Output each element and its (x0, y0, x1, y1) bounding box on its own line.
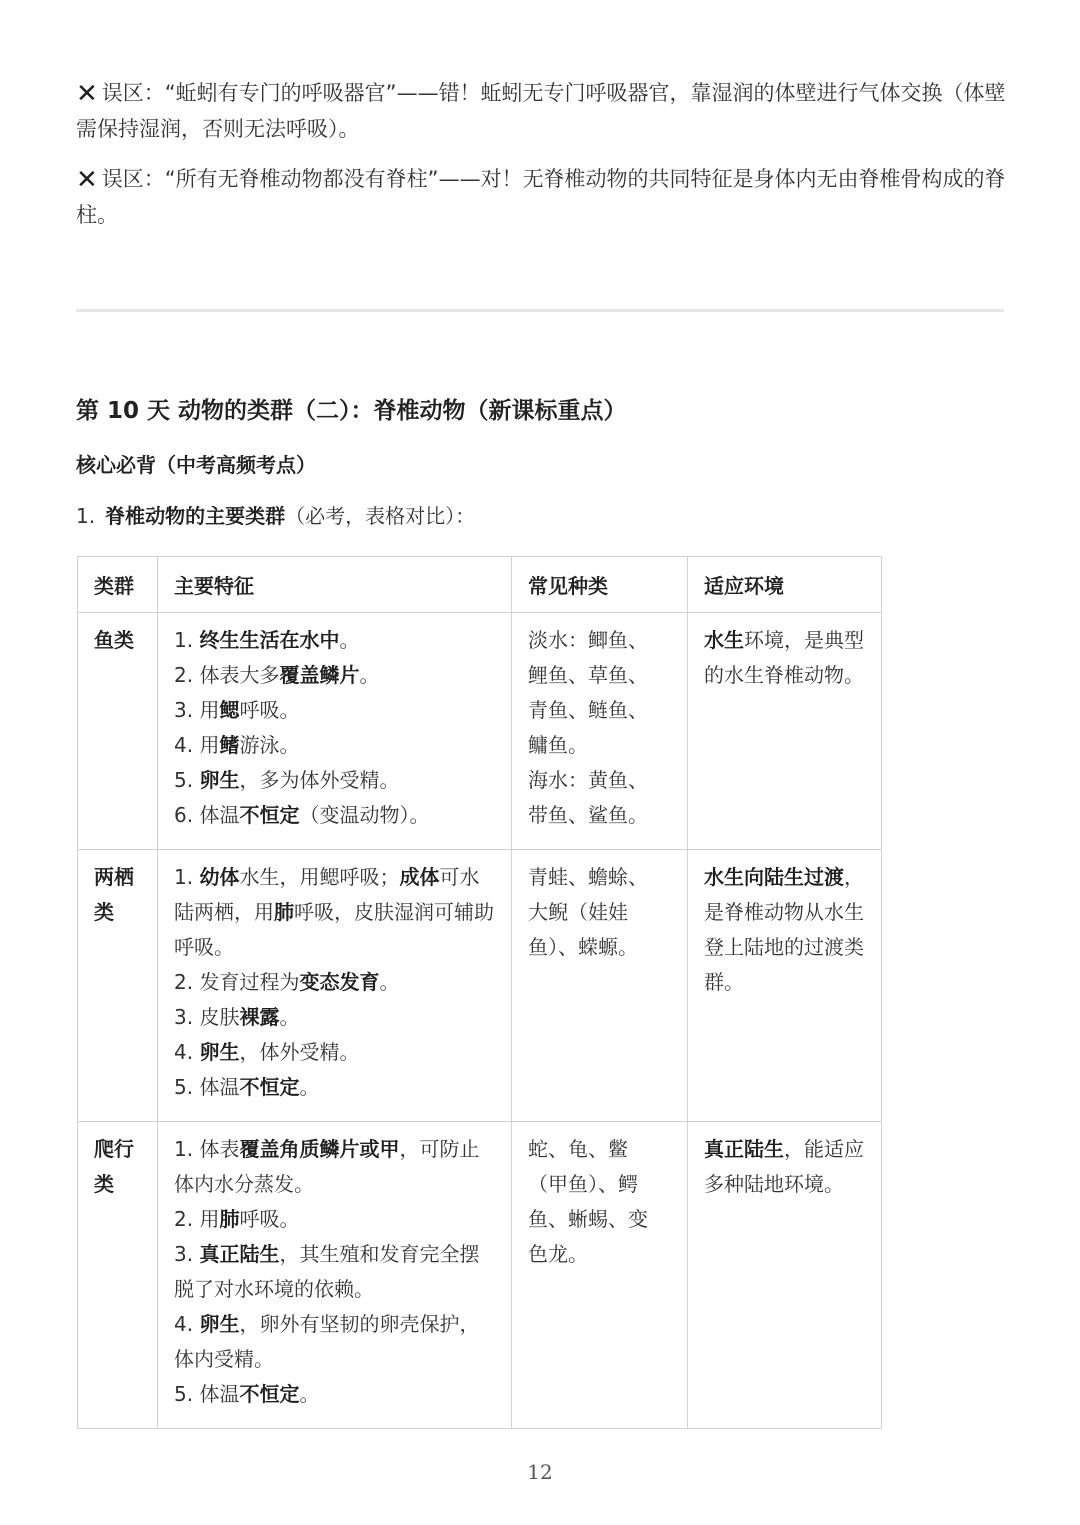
environment-cell (688, 613, 882, 850)
species-line: 鳙鱼。 (528, 733, 588, 757)
feature-line (174, 1132, 495, 1202)
species-cell (512, 850, 688, 1122)
myth-note-1 (76, 76, 1006, 147)
feature-text: 5. 体温 (174, 1382, 240, 1406)
environment-keyword: 真正陆生 (704, 1137, 784, 1161)
feature-line (174, 1377, 495, 1412)
category-cell: 两栖类 (78, 850, 158, 1122)
feature-text: 1. (174, 865, 200, 889)
feature-text: 。 (359, 663, 380, 687)
feature-line (174, 1070, 495, 1105)
section-divider (76, 309, 1004, 312)
species-line: 蛇、龟、鳖 (528, 1137, 628, 1161)
feature-keyword: 鳍 (219, 733, 240, 757)
feature-line (174, 1202, 495, 1237)
myth-label: 误区： (101, 167, 165, 191)
feature-text: 4. (174, 1040, 200, 1064)
species-line: 青蛙、蟾蜍、 (528, 865, 648, 889)
feature-line (174, 623, 495, 658)
feature-text: 2. 体表大多 (174, 663, 280, 687)
species-line: 带鱼、鲨鱼。 (528, 803, 648, 827)
environment-cell (688, 850, 882, 1122)
feature-keyword: 终生生活在水中 (199, 628, 340, 652)
species-line: 鲤鱼、草鱼、 (528, 663, 648, 687)
myth-explanation: 蚯蚓无专门呼吸器官，靠湿润的体壁进行气体交换（体壁需保持湿润，否则无法呼吸）。 (76, 81, 1006, 141)
feature-keyword: 卵生 (199, 1312, 240, 1336)
environment-text: 环境，是典型的水生脊椎动物。 (704, 628, 864, 687)
feature-text: 5. 体温 (174, 1075, 240, 1099)
feature-line (174, 693, 495, 728)
feature-text: 3. 用 (174, 698, 220, 722)
feature-text: 2. 用 (174, 1207, 220, 1231)
feature-text: （变温动物）。 (299, 803, 430, 827)
feature-keyword: 裸露 (239, 1005, 280, 1029)
feature-text: 。 (299, 1075, 320, 1099)
environment-text: ，能适应多种陆地环境。 (704, 1137, 864, 1196)
header-category: 类群 (78, 557, 158, 613)
list-item-rest: （必考，表格对比）： (285, 504, 476, 528)
feature-keyword: 不恒定 (239, 1075, 300, 1099)
feature-keyword: 不恒定 (239, 1382, 300, 1406)
species-line: （甲鱼）、鳄 (528, 1172, 638, 1196)
feature-text: 3. 皮肤 (174, 1005, 240, 1029)
species-cell (512, 613, 688, 850)
table-row (78, 1122, 882, 1429)
list-item-number: 1. (76, 504, 96, 528)
environment-cell (688, 1122, 882, 1429)
section-title: 第 10 天 动物的类群（二）：脊椎动物（新课标重点） (76, 398, 627, 424)
header-features: 主要特征 (158, 557, 512, 613)
species-line: 大鲵（娃娃 (528, 900, 628, 924)
feature-text: 6. 体温 (174, 803, 240, 827)
feature-text: 。 (279, 1005, 300, 1029)
species-line: 鱼、蜥蜴、变 (528, 1207, 648, 1231)
feature-line (174, 763, 495, 798)
myth-verdict: 对！ (480, 167, 523, 191)
feature-keyword: 肺 (219, 1207, 240, 1231)
page-number: 12 (527, 1460, 553, 1484)
feature-line (174, 965, 495, 1000)
feature-keyword: 不恒定 (239, 803, 300, 827)
feature-keyword: 卵生 (199, 768, 240, 792)
feature-text: 呼吸。 (239, 698, 300, 722)
feature-text: ，其生殖和发育完全摆脱了对水环境的依赖。 (174, 1242, 480, 1301)
feature-text: ，体外受精。 (239, 1040, 360, 1064)
feature-line (174, 798, 495, 833)
environment-keyword: 水生向陆生过渡 (704, 865, 844, 889)
myth-quote: “所有无脊椎动物都没有脊柱” (164, 167, 439, 191)
header-species: 常见种类 (512, 557, 688, 613)
species-line: 海水：黄鱼、 (528, 768, 648, 792)
myth-dash: —— (438, 167, 481, 191)
list-item-1 (76, 500, 475, 532)
features-cell (158, 1122, 512, 1429)
feature-line (174, 1035, 495, 1070)
feature-text: 1. (174, 628, 200, 652)
feature-line (174, 728, 495, 763)
feature-text: 。 (299, 1382, 320, 1406)
category-cell: 鱼类 (78, 613, 158, 850)
feature-line (174, 658, 495, 693)
feature-keyword: 卵生 (199, 1040, 240, 1064)
feature-keyword: 变态发育 (299, 970, 380, 994)
feature-keyword: 鳃 (219, 698, 240, 722)
cross-icon: ✕ (76, 79, 98, 109)
feature-text: 呼吸，皮肤湿润可辅助呼吸。 (174, 900, 494, 959)
feature-text: 。 (379, 970, 400, 994)
features-cell (158, 850, 512, 1122)
features-cell (158, 613, 512, 850)
header-environment: 适应环境 (688, 557, 882, 613)
feature-keyword: 覆盖鳞片 (279, 663, 360, 687)
feature-keyword: 肺 (274, 900, 294, 924)
feature-text: 呼吸。 (239, 1207, 300, 1231)
feature-text: ，卵外有坚韧的卵壳保护，体内受精。 (174, 1312, 480, 1371)
cross-icon: ✕ (76, 165, 98, 195)
feature-line (174, 1237, 495, 1307)
feature-text: 。 (339, 628, 360, 652)
category-cell: 爬行类 (78, 1122, 158, 1429)
feature-text: 1. 体表 (174, 1137, 240, 1161)
feature-text: 游泳。 (239, 733, 300, 757)
myth-quote: “蚯蚓有专门的呼吸器官” (164, 81, 397, 105)
myth-dash: —— (396, 81, 439, 105)
feature-text: 可水陆两栖，用 (174, 865, 480, 924)
table-row (78, 850, 882, 1122)
table-row (78, 613, 882, 850)
feature-keyword: 幼体 (199, 865, 240, 889)
feature-text: ，多为体外受精。 (239, 768, 400, 792)
feature-text: 3. (174, 1242, 200, 1266)
feature-text: 5. (174, 768, 200, 792)
myth-note-2 (76, 162, 1006, 233)
feature-text: ，可防止体内水分蒸发。 (174, 1137, 480, 1196)
section-subtitle: 核心必背（中考高频考点） (76, 453, 316, 477)
myth-verdict: 错！ (438, 81, 481, 105)
feature-keyword: 成体 (399, 865, 440, 889)
feature-line (174, 1307, 495, 1377)
species-line: 鱼）、蝾螈。 (528, 935, 638, 959)
species-line: 青鱼、鲢鱼、 (528, 698, 648, 722)
myth-explanation: 无脊椎动物的共同特征是身体内无由脊椎骨构成的脊柱。 (76, 167, 1006, 227)
vertebrate-comparison-table (77, 556, 882, 1429)
feature-line (174, 860, 495, 965)
species-line: 淡水：鲫鱼、 (528, 628, 648, 652)
feature-text: 水生，用鳃呼吸； (239, 865, 400, 889)
table-header-row (78, 557, 882, 613)
feature-text: 4. 用 (174, 733, 220, 757)
feature-text: 2. 发育过程为 (174, 970, 300, 994)
feature-keyword: 真正陆生 (199, 1242, 280, 1266)
feature-keyword: 覆盖角质鳞片或甲 (239, 1137, 400, 1161)
species-cell (512, 1122, 688, 1429)
environment-text: ，是脊椎动物从水生登上陆地的过渡类群。 (704, 865, 864, 994)
myth-label: 误区： (101, 81, 165, 105)
feature-text: 4. (174, 1312, 200, 1336)
species-line: 色龙。 (528, 1242, 588, 1266)
environment-keyword: 水生 (704, 628, 744, 652)
list-item-bold: 脊椎动物的主要类群 (105, 504, 286, 528)
feature-line (174, 1000, 495, 1035)
